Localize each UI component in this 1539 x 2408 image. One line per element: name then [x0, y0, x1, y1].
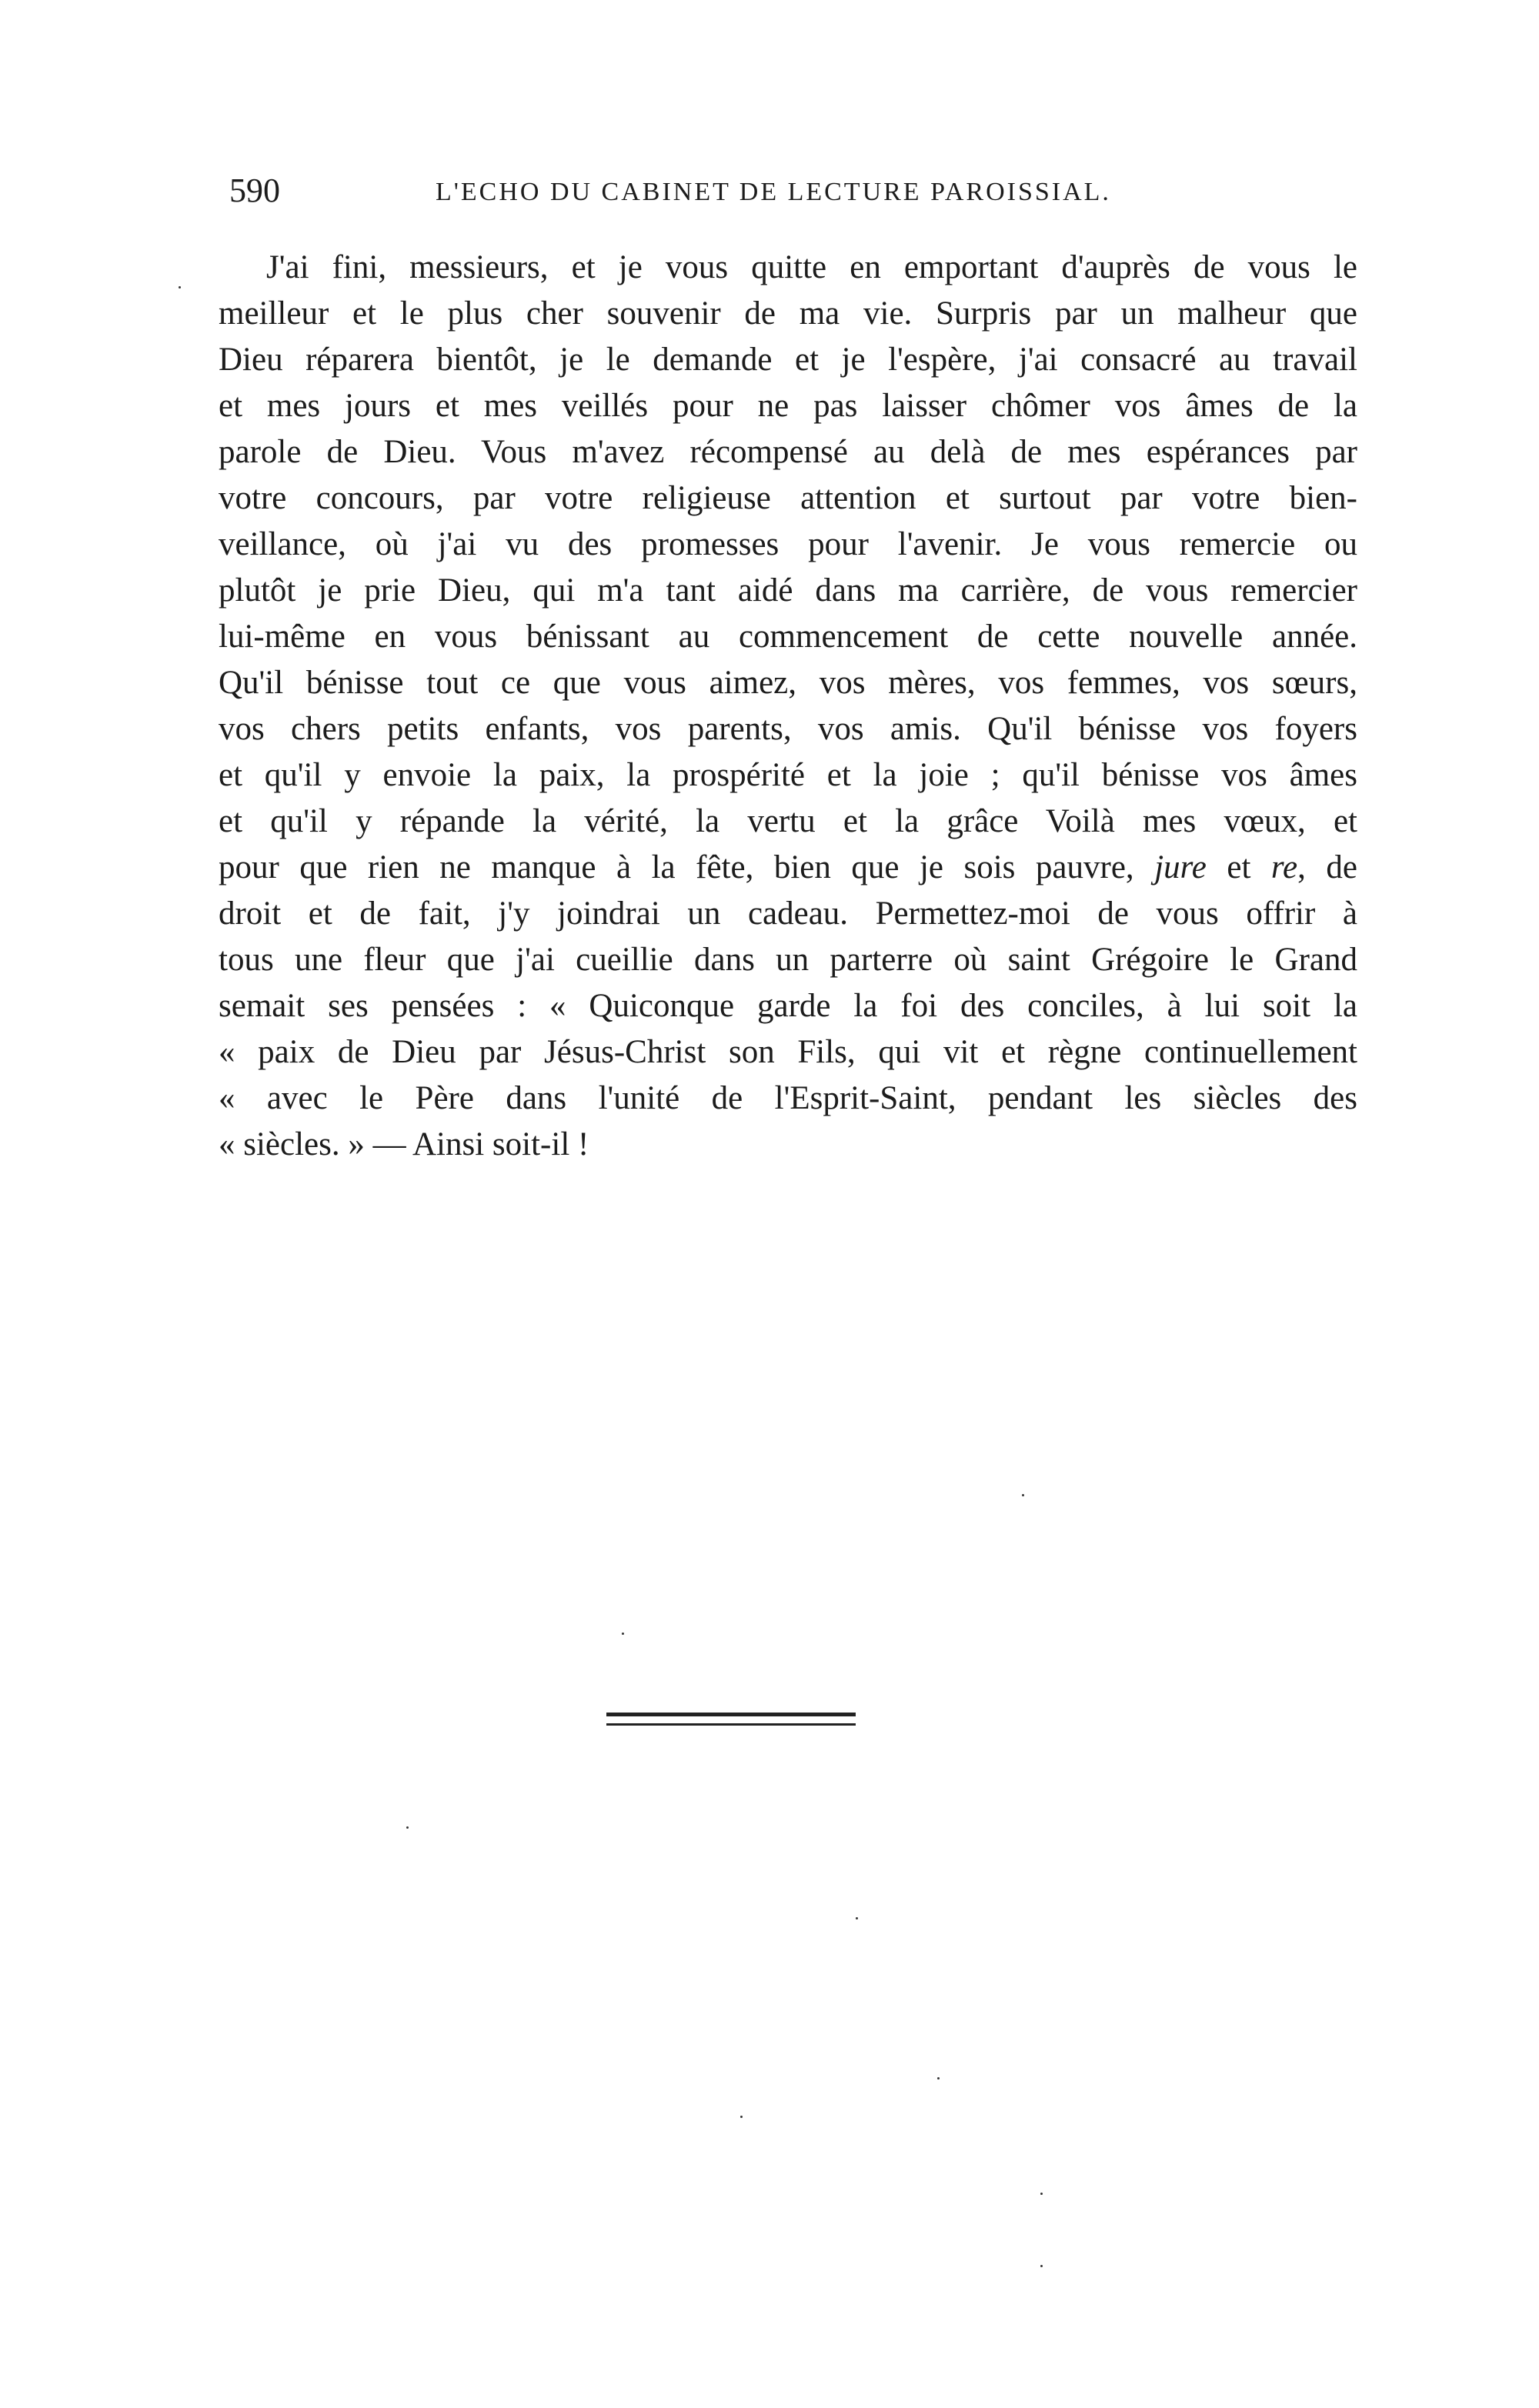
page-number: 590 [229, 172, 280, 209]
text-line: « siècles. » — Ainsi soit-il ! [219, 1126, 589, 1162]
text-line: semait ses pensées : « Quiconque garde la foi des conciles, à lui soit la [219, 988, 1357, 1024]
paper-speck [179, 286, 181, 288]
text-line: plutôt je prie Dieu, qui m'a tant aidé dans ma carrière, de vous remercier [219, 572, 1357, 609]
running-title: L'ECHO DU CABINET DE LECTURE PAROISSIAL. [436, 178, 1111, 206]
paper-speck [622, 1633, 624, 1635]
text-line: vos chers petits enfants, vos parents, vos amis. Qu'il bénisse vos foyers [219, 711, 1357, 747]
text-line: « avec le Père dans l'unité de l'Esprit-Saint, pendant les siècles des [219, 1080, 1357, 1116]
text-line: J'ai fini, messieurs, et je vous quitte en emportant d'auprès de vous le [266, 249, 1357, 285]
paper-speck [1022, 1494, 1024, 1496]
paper-speck [740, 2116, 743, 2118]
running-head [229, 168, 1245, 214]
text-line: et mes jours et mes veillés pour ne pas laisser chômer vos âmes de la [219, 388, 1357, 424]
text-line: droit et de fait, j'y joindrai un cadeau. Permettez-moi de vous offrir à [219, 895, 1357, 932]
ornamental-rule [606, 1713, 856, 1728]
text-line: tous une fleur que j'ai cueillie dans un parterre où saint Grégoire le Grand [219, 942, 1357, 978]
text-line: veillance, où j'ai vu des promesses pour l'avenir. Je vous remercie ou [219, 526, 1357, 562]
text-line: meilleur et le plus cher souvenir de ma vie. Surpris par un malheur que [219, 295, 1357, 332]
italic-word: jure [1154, 849, 1207, 885]
text-line: Dieu réparera bientôt, je le demande et je l'espère, j'ai consacré au travail [219, 342, 1357, 378]
paper-speck [856, 1917, 858, 1919]
text-segment: et [1206, 849, 1271, 885]
text-line: et qu'il y envoie la paix, la prospérité et la joie ; qu'il bénisse vos âmes [219, 757, 1357, 793]
italic-word: re [1270, 849, 1298, 885]
text-line: et qu'il y répande la vérité, la vertu et la grâce Voilà mes vœux, et [219, 803, 1357, 839]
text-line: Qu'il bénisse tout ce que vous aimez, vos mères, vos femmes, vos sœurs, [219, 665, 1357, 701]
text-line: parole de Dieu. Vous m'avez récompensé au delà de mes espérances par [219, 434, 1357, 470]
paper-speck [406, 1826, 409, 1829]
rule-thick [606, 1713, 856, 1716]
text-line: « paix de Dieu par Jésus-Christ son Fils, qui vit et règne continuellement [219, 1034, 1357, 1070]
text-line-with-italics [219, 845, 1357, 891]
paper-speck [937, 2077, 940, 2079]
text-segment: pour que rien ne manque à la fête, bien que je sois pauvre, [219, 849, 1134, 885]
paper-speck [1040, 2193, 1043, 2195]
text-line: lui-même en vous bénissant au commencement de cette nouvelle année. [219, 619, 1357, 655]
rule-thin [606, 1723, 856, 1726]
body-paragraph [219, 245, 1357, 1168]
text-segment: , de [1297, 849, 1357, 885]
paper-speck [1040, 2265, 1043, 2267]
text-line: votre concours, par votre religieuse attention et surtout par votre bien- [219, 480, 1357, 516]
